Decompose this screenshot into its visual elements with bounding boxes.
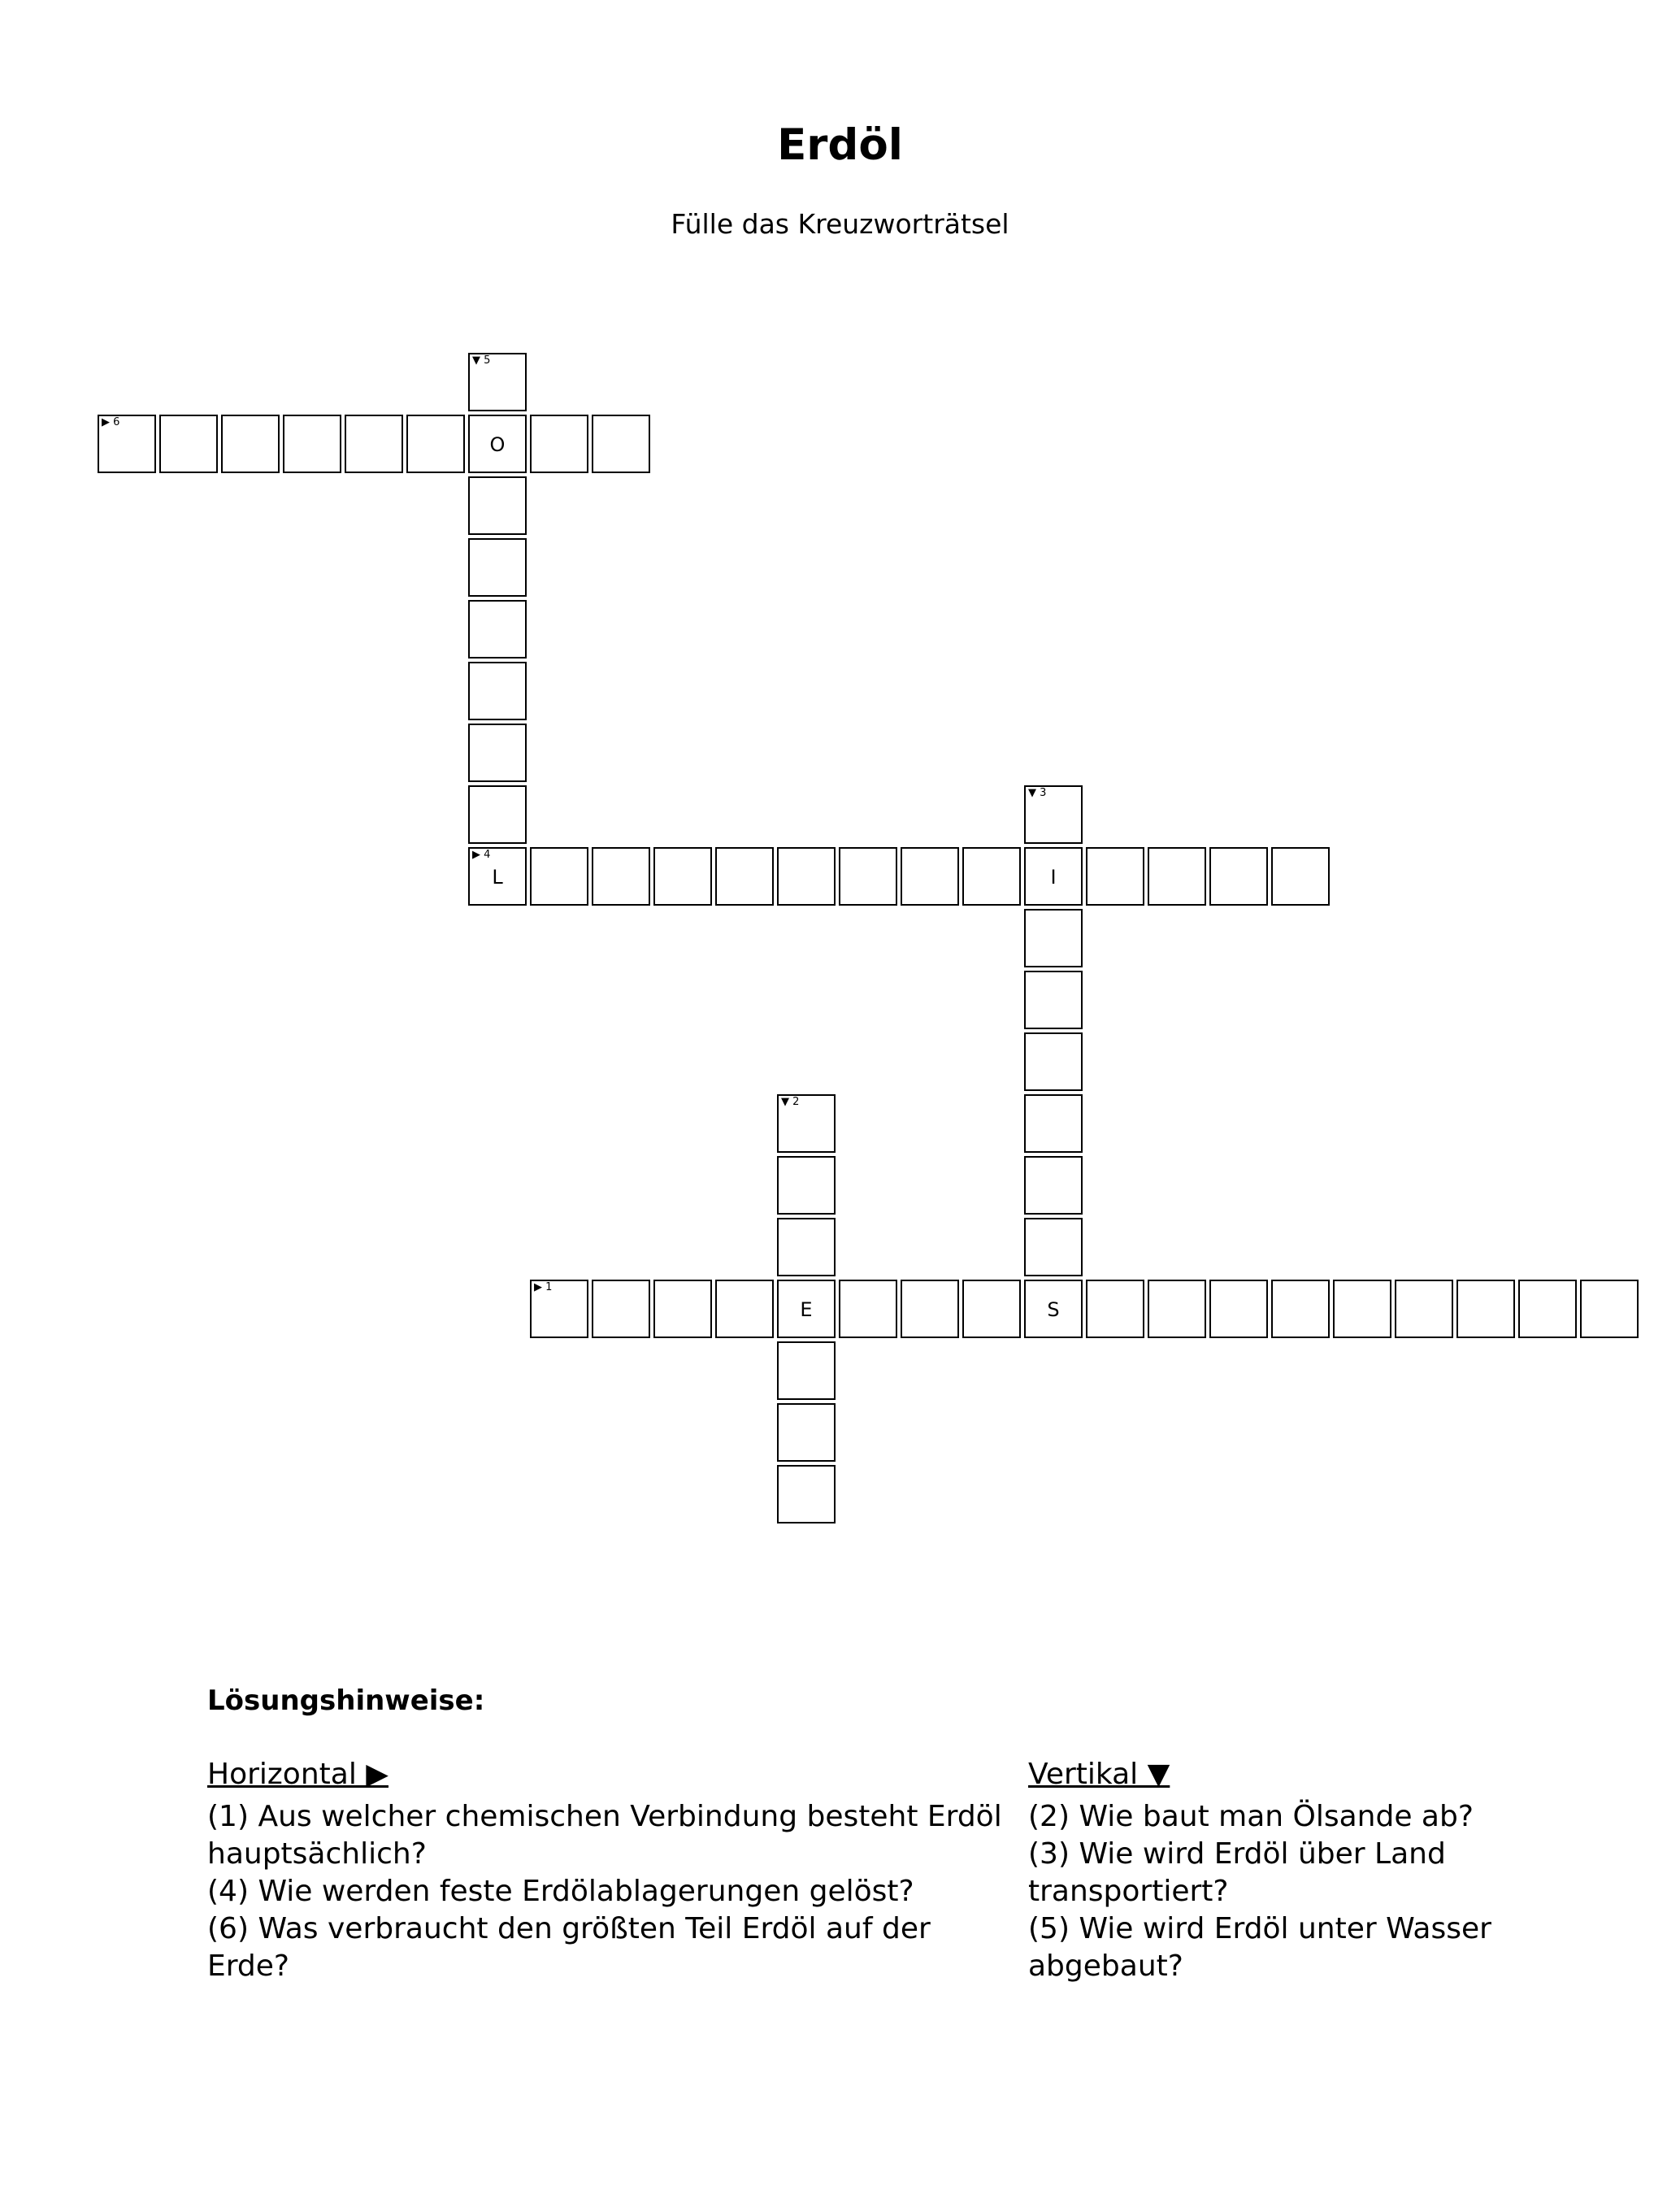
clue-number: ▶ 6	[102, 416, 120, 428]
grid-cell[interactable]	[159, 415, 218, 473]
clue-number: ▶ 1	[534, 1281, 553, 1293]
grid-cell[interactable]	[592, 847, 650, 906]
grid-cell[interactable]	[777, 1094, 836, 1153]
clue-across-1: (1) Aus welcher chemischen Verbindung besteht Erdöl hauptsächlich?	[207, 1800, 1002, 1871]
grid-cell[interactable]	[468, 353, 527, 411]
grid-cell[interactable]	[1395, 1280, 1453, 1338]
grid-cell[interactable]	[653, 1280, 712, 1338]
grid-cell[interactable]	[1024, 1032, 1083, 1091]
grid-cell[interactable]	[1024, 785, 1083, 844]
grid-cell[interactable]	[839, 1280, 897, 1338]
clue-down-3: (3) Wie wird Erdöl über Land transportiert?	[1028, 1837, 1446, 1908]
page-title: Erdöl	[777, 120, 903, 170]
grid-cell[interactable]	[777, 1465, 836, 1523]
down-clues	[1028, 1756, 1532, 1985]
grid-cell[interactable]	[221, 415, 280, 473]
grid-cell[interactable]	[468, 538, 527, 597]
clue-number: ▼ 2	[781, 1096, 800, 1108]
clue-number: ▼ 3	[1028, 787, 1047, 799]
grid-cell[interactable]	[1024, 971, 1083, 1029]
clue-number: ▶ 4	[472, 849, 491, 861]
grid-cell[interactable]	[1024, 847, 1083, 906]
grid-cell[interactable]	[777, 1156, 836, 1215]
grid-cell[interactable]	[1024, 1280, 1083, 1338]
grid-cell[interactable]	[962, 1280, 1021, 1338]
clue-number: ▼ 5	[472, 354, 491, 367]
grid-cell[interactable]	[530, 415, 588, 473]
grid-cell[interactable]	[901, 847, 959, 906]
grid-cell[interactable]	[1456, 1280, 1515, 1338]
grid-cell[interactable]	[653, 847, 712, 906]
grid-cell[interactable]	[1580, 1280, 1639, 1338]
clue-across-6: (6) Was verbraucht den größten Teil Erdöl auf der Erde?	[207, 1912, 931, 1983]
clues-heading: Lösungshinweise:	[207, 1684, 485, 1717]
grid-cell[interactable]	[406, 415, 465, 473]
grid-cell[interactable]	[839, 847, 897, 906]
given-letter: O	[489, 433, 506, 456]
grid-cell[interactable]	[1209, 1280, 1268, 1338]
grid-cell[interactable]	[777, 1403, 836, 1462]
given-letter: S	[1047, 1298, 1060, 1321]
grid-cell[interactable]	[1209, 847, 1268, 906]
clue-across-4: (4) Wie werden feste Erdölablagerungen gelöst?	[207, 1875, 914, 1908]
given-letter: E	[800, 1298, 813, 1321]
grid-cell[interactable]	[530, 1280, 588, 1338]
grid-cell[interactable]	[962, 847, 1021, 906]
grid-cell[interactable]	[283, 415, 341, 473]
grid-cell[interactable]	[468, 785, 527, 844]
grid-cell[interactable]	[715, 1280, 774, 1338]
page-subtitle: Fülle das Kreuzworträtsel	[671, 208, 1009, 240]
grid-cell[interactable]	[468, 415, 527, 473]
grid-cell[interactable]	[777, 1341, 836, 1400]
grid-cell[interactable]	[901, 1280, 959, 1338]
grid-cell[interactable]	[468, 724, 527, 782]
grid-cell[interactable]	[1024, 1094, 1083, 1153]
grid-cell[interactable]	[468, 476, 527, 535]
grid-cell[interactable]	[777, 1280, 836, 1338]
grid-cell[interactable]	[1024, 1156, 1083, 1215]
grid-cell[interactable]	[345, 415, 403, 473]
across-clues	[207, 1756, 1020, 1985]
grid-cell[interactable]	[777, 1218, 836, 1276]
grid-cell[interactable]	[777, 847, 836, 906]
grid-cell[interactable]	[1024, 909, 1083, 967]
grid-cell[interactable]	[1271, 1280, 1330, 1338]
grid-cell[interactable]	[1333, 1280, 1391, 1338]
grid-cell[interactable]	[468, 600, 527, 658]
grid-cell[interactable]	[715, 847, 774, 906]
grid-cell[interactable]	[98, 415, 156, 473]
down-heading: Vertikal ▼	[1028, 1758, 1170, 1791]
grid-cell[interactable]	[1086, 847, 1144, 906]
given-letter: I	[1050, 866, 1057, 889]
clue-down-2: (2) Wie baut man Ölsande ab?	[1028, 1800, 1474, 1833]
grid-cell[interactable]	[468, 662, 527, 720]
grid-cell[interactable]	[592, 415, 650, 473]
grid-cell[interactable]	[1024, 1218, 1083, 1276]
across-heading: Horizontal ▶	[207, 1758, 389, 1791]
clue-down-5: (5) Wie wird Erdöl unter Wasser abgebaut?	[1028, 1912, 1491, 1983]
grid-cell[interactable]	[530, 847, 588, 906]
grid-cell[interactable]	[1271, 847, 1330, 906]
grid-cell[interactable]	[1148, 1280, 1206, 1338]
grid-cell[interactable]	[1148, 847, 1206, 906]
grid-cell[interactable]	[592, 1280, 650, 1338]
given-letter: L	[492, 866, 503, 889]
grid-cell[interactable]	[1086, 1280, 1144, 1338]
grid-cell[interactable]	[1518, 1280, 1577, 1338]
grid-cell[interactable]	[468, 847, 527, 906]
